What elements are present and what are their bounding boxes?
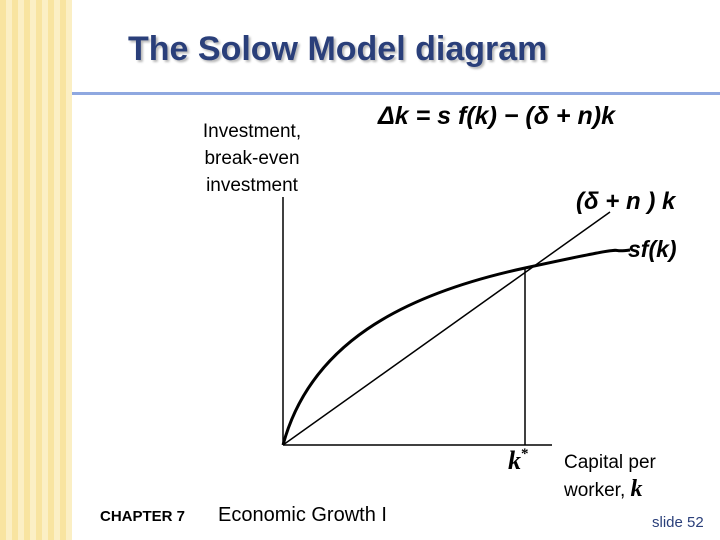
steady-state-symbol: k xyxy=(508,446,521,475)
break-even-investment-line xyxy=(283,212,610,445)
footer-slide-number: slide 52 xyxy=(652,514,704,531)
x-axis-label-text: Capital per worker, xyxy=(564,452,656,501)
x-axis-label xyxy=(564,450,720,504)
x-axis-label-var: k xyxy=(630,476,643,502)
steady-state-mark: * xyxy=(521,446,529,462)
footer-subject: Economic Growth I xyxy=(218,504,387,526)
investment-curve-label: sf(k) xyxy=(628,236,677,262)
footer-chapter: CHAPTER 7 xyxy=(100,508,186,525)
y-axis-label: Investment, break-even investment xyxy=(202,121,302,196)
break-even-investment-label: (δ + n ) k xyxy=(576,188,676,215)
investment-curve xyxy=(283,250,630,445)
steady-state-label xyxy=(508,446,529,476)
slide-title: The Solow Model diagram xyxy=(128,30,548,68)
capital-accumulation-equation: Δk = s f(k) − (δ + n)k xyxy=(378,102,615,130)
